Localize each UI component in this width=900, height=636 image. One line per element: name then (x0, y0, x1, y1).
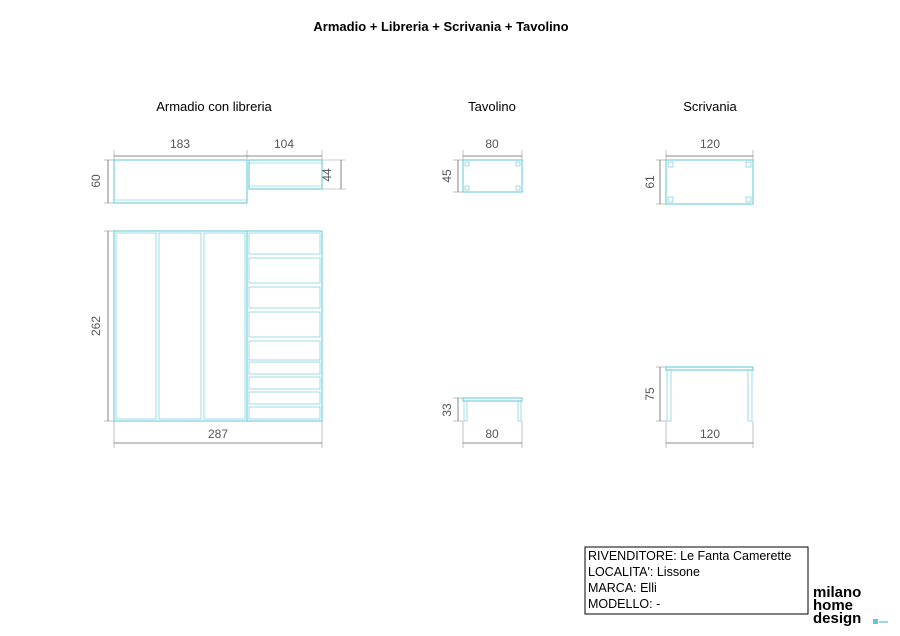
armadio-title: Armadio con libreria (156, 99, 272, 114)
armadio-front-dimensions (89, 231, 322, 448)
armadio-section (89, 99, 346, 448)
logo-line-design: design (813, 610, 862, 627)
logo-line-home: home (813, 597, 854, 614)
tavolino-height-33: 33 (440, 403, 454, 417)
scrivania-width-120: 120 (699, 137, 721, 151)
armadio-depth-60: 60 (89, 174, 103, 188)
tavolino-depth-45: 45 (440, 169, 454, 183)
scrivania-title: Scrivania (683, 99, 737, 114)
rivenditore-text: RIVENDITORE: Le Fanta Camerette (588, 549, 792, 563)
armadio-top-view (114, 160, 322, 203)
libreria-depth-44: 44 (320, 168, 334, 182)
tavolino-top-dimensions (440, 137, 522, 192)
scrivania-top-dimensions (643, 137, 753, 204)
armadio-top-dimensions (89, 137, 346, 203)
milano-home-design-logo (813, 584, 888, 627)
scrivania-front-width-120: 120 (699, 427, 721, 441)
scrivania-section (643, 99, 753, 448)
armadio-width-287: 287 (207, 427, 229, 441)
libreria-width-104: 104 (273, 137, 295, 151)
armadio-front-view (114, 231, 322, 421)
tavolino-front-width-80: 80 (485, 427, 499, 441)
armadio-width-183: 183 (169, 137, 191, 151)
tavolino-width-80: 80 (485, 137, 499, 151)
localita-text: LOCALITA': Lissone (588, 565, 700, 579)
logo-line-milano: milano (813, 584, 862, 601)
logo-mark-icon (873, 619, 888, 624)
armadio-height-262: 262 (89, 315, 103, 337)
scrivania-height-75: 75 (643, 387, 657, 401)
tavolino-section (440, 99, 522, 448)
tavolino-top-view (463, 160, 522, 192)
tavolino-title: Tavolino (468, 99, 516, 114)
modello-text: MODELLO: - (588, 597, 661, 611)
scrivania-front-dimensions (643, 367, 753, 448)
scrivania-front-view (666, 367, 753, 421)
info-box (585, 547, 808, 614)
scrivania-depth-61: 61 (643, 175, 657, 189)
scrivania-top-view (666, 160, 753, 204)
marca-text: MARCA: Elli (588, 581, 657, 595)
page-title: Armadio + Libreria + Scrivania + Tavolino (313, 19, 569, 34)
tavolino-front-view (463, 398, 522, 421)
tavolino-front-dimensions (440, 398, 522, 448)
